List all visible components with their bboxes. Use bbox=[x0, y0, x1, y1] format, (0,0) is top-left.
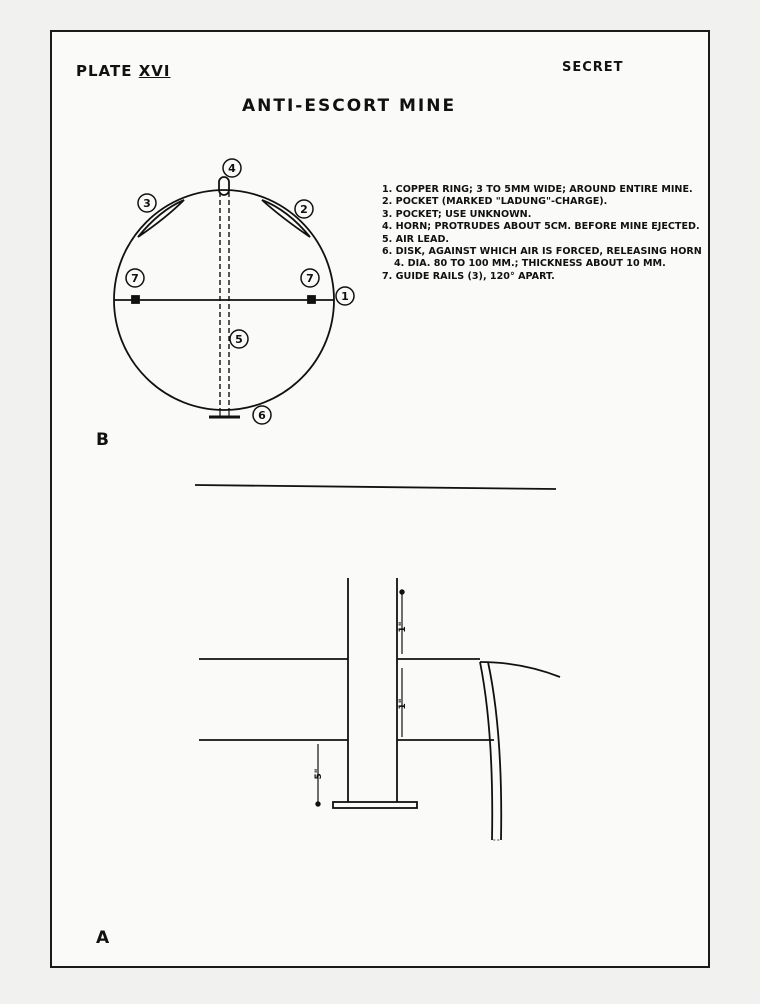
drawing-sheet bbox=[50, 30, 710, 968]
dim-label-upper: 1" bbox=[398, 621, 408, 633]
svg-text:4: 4 bbox=[228, 162, 236, 175]
hull-hatch bbox=[480, 662, 501, 840]
callout-3 bbox=[138, 194, 156, 212]
svg-text:7: 7 bbox=[306, 272, 314, 285]
legend-item-3: 3. POCKET; USE UNKNOWN. bbox=[382, 208, 532, 220]
guide-rail-right bbox=[308, 296, 315, 303]
plate-number: XVI bbox=[138, 62, 171, 80]
legend-item-2: 2. POCKET (MARKED "LADUNG"-CHARGE). bbox=[382, 196, 608, 208]
legend-item-4: 4. HORN; PROTRUDES ABOUT 5CM. BEFORE MINE EJECTED. bbox=[382, 221, 700, 233]
svg-text:2: 2 bbox=[300, 203, 308, 216]
view-a-label: A bbox=[96, 928, 110, 948]
callout-6 bbox=[253, 406, 271, 424]
legend-item-6: 6. DISK, AGAINST WHICH AIR IS FORCED, RELEASING HORN 4. DIA. 80 TO 100 MM.; THICKNESS ABOUT 10 MM. bbox=[382, 246, 702, 270]
view-b-label: B bbox=[96, 430, 109, 450]
disk-plate bbox=[333, 802, 417, 808]
callout-7-right bbox=[301, 269, 319, 287]
callout-markers bbox=[126, 159, 354, 424]
view-a-section bbox=[199, 578, 560, 840]
dimension-labels bbox=[314, 622, 408, 780]
section-divider bbox=[195, 485, 556, 489]
svg-text:7: 7 bbox=[131, 272, 139, 285]
mine-drawing bbox=[52, 32, 708, 966]
callout-5 bbox=[230, 330, 248, 348]
legend-item-7: 7. GUIDE RAILS (3), 120° APART. bbox=[382, 270, 555, 282]
dim-tick-lower bbox=[316, 802, 320, 806]
drawing-title: ANTI-ESCORT MINE bbox=[242, 96, 457, 116]
hull-curve bbox=[480, 662, 560, 677]
legend-item-1: 1. COPPER RING; 3 TO 5MM WIDE; AROUND ENTIRE MINE. bbox=[382, 184, 693, 195]
legend-item-5: 5. AIR LEAD. bbox=[382, 233, 450, 245]
callout-4 bbox=[223, 159, 241, 177]
callout-1 bbox=[336, 287, 354, 305]
callout-2 bbox=[295, 200, 313, 218]
svg-text:3: 3 bbox=[143, 197, 151, 210]
classification-marking: SECRET bbox=[562, 60, 624, 75]
callout-7-left bbox=[126, 269, 144, 287]
guide-rail-left bbox=[132, 296, 139, 303]
svg-text:1: 1 bbox=[341, 290, 349, 303]
svg-text:5: 5 bbox=[235, 333, 243, 346]
plate-prefix: PLATE bbox=[76, 62, 133, 80]
dim-label-lower: 5" bbox=[314, 768, 324, 780]
dim-tick-upper bbox=[400, 590, 404, 594]
dim-label-middle: 1" bbox=[398, 698, 408, 710]
svg-text:6: 6 bbox=[258, 409, 266, 422]
